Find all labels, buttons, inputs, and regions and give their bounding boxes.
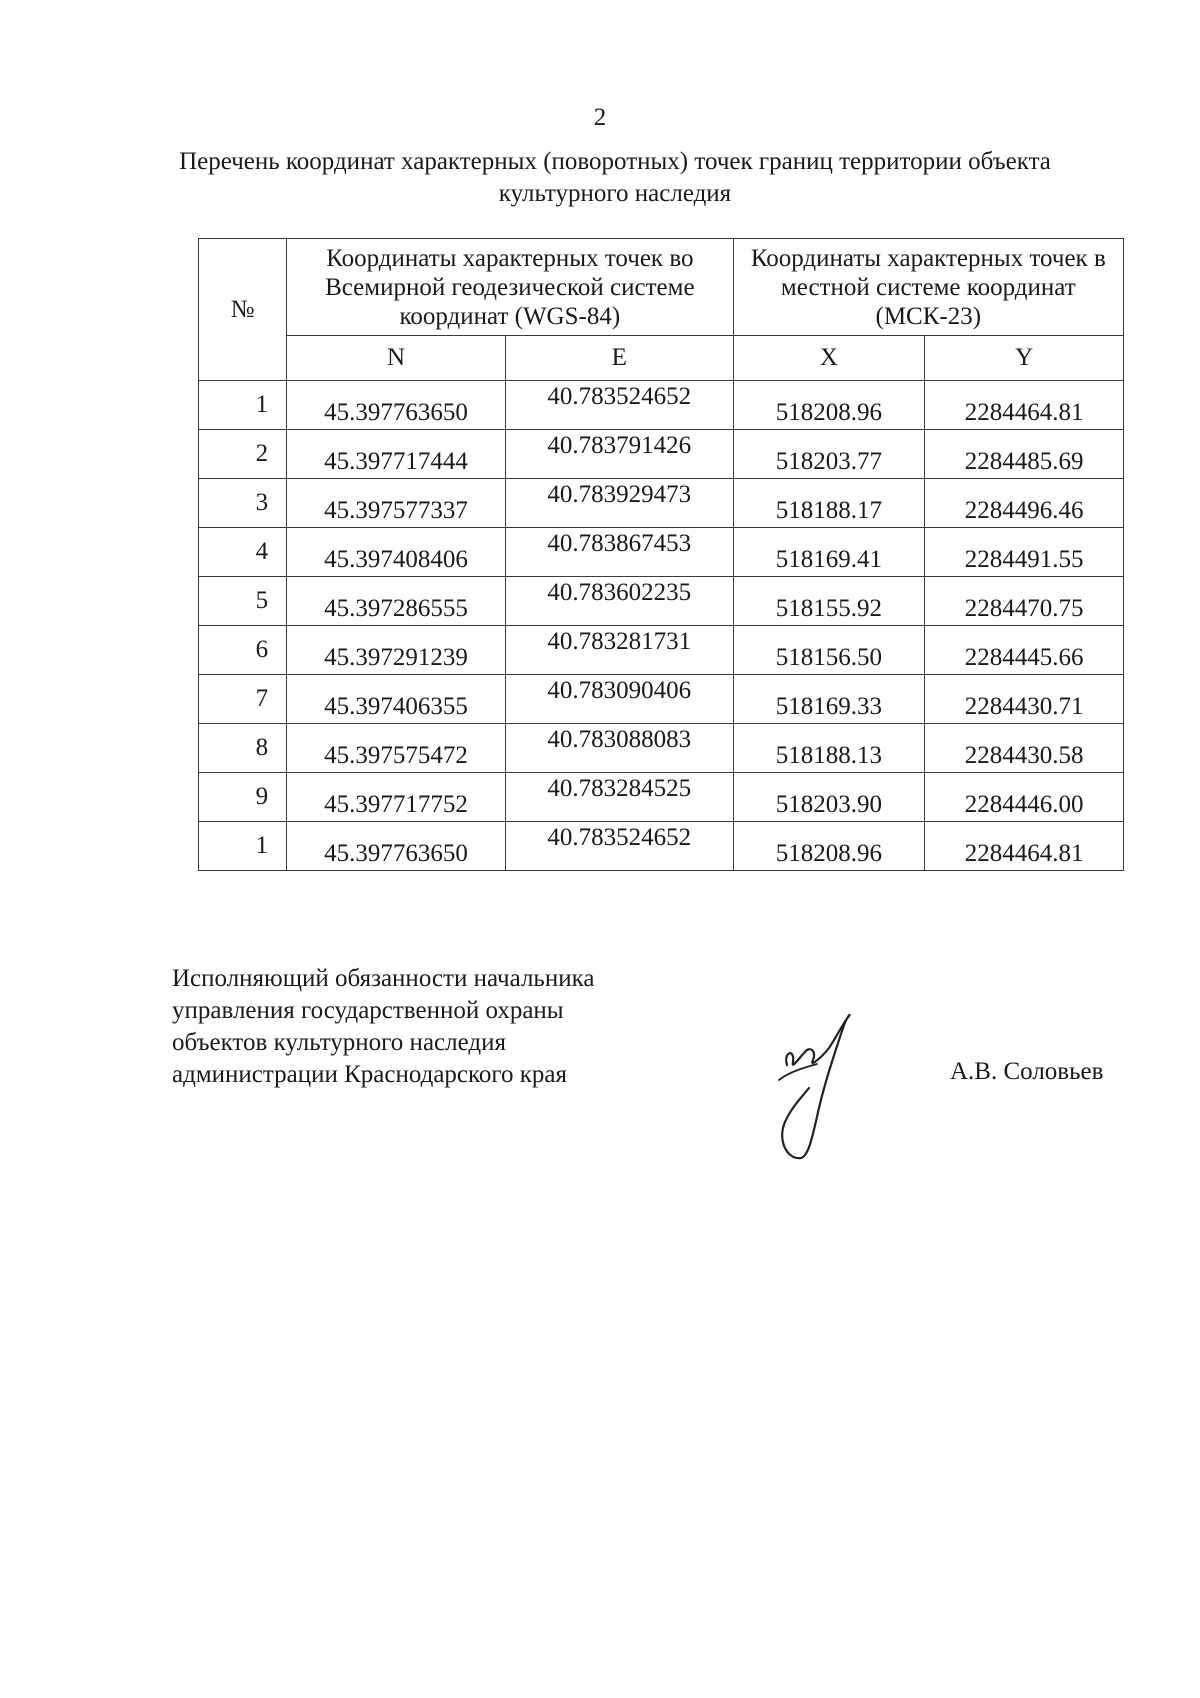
coord-n: 45.397406355: [287, 675, 506, 724]
coord-y: 2284430.58: [925, 724, 1124, 773]
table-row: [199, 577, 1124, 626]
table-row: [199, 381, 1124, 430]
signatory-position-line: администрации Краснодарского края: [172, 1061, 568, 1088]
coord-y: 2284491.55: [925, 528, 1124, 577]
coord-x: 518203.90: [733, 773, 925, 822]
coord-x: 518156.50: [733, 626, 925, 675]
coord-x: 518208.96: [733, 381, 925, 430]
table-row: [199, 479, 1124, 528]
header-number: №: [199, 239, 287, 381]
signatory-position: [172, 963, 672, 1091]
coord-y: 2284430.71: [925, 675, 1124, 724]
table-row: [199, 528, 1124, 577]
document-title: Перечень координат характерных (поворотных) точек границ территории объекта культурного наследия: [179, 148, 1051, 207]
page-number: 2: [593, 104, 607, 131]
coordinates-table: [198, 238, 1124, 871]
signer-name: А.В. Соловьев: [950, 1058, 1104, 1085]
coord-y: 2284464.81: [925, 381, 1124, 430]
handwritten-signature: [765, 1010, 865, 1170]
coord-y: 2284485.69: [925, 430, 1124, 479]
point-number: 5: [199, 577, 287, 626]
coord-e: 40.783791426: [505, 430, 733, 479]
signatory-position-line: объектов культурного наследия: [172, 1029, 506, 1056]
coord-y: 2284470.75: [925, 577, 1124, 626]
coord-n: 45.397763650: [287, 822, 506, 871]
coord-n: 45.397717752: [287, 773, 506, 822]
point-number: 4: [199, 528, 287, 577]
table-row: [199, 724, 1124, 773]
table-row: [199, 822, 1124, 871]
header-wgs84-group: Координаты характерных точек во Всемирной геодезической системе координат (WGS-84): [287, 239, 733, 336]
coord-n: 45.397763650: [287, 381, 506, 430]
coord-e: 40.783088083: [505, 724, 733, 773]
point-number: 2: [199, 430, 287, 479]
coord-e: 40.783929473: [505, 479, 733, 528]
coord-e: 40.783524652: [505, 381, 733, 430]
header-n: N: [287, 336, 506, 381]
coord-n: 45.397717444: [287, 430, 506, 479]
coord-n: 45.397291239: [287, 626, 506, 675]
coord-y: 2284445.66: [925, 626, 1124, 675]
header-e: E: [505, 336, 733, 381]
coord-n: 45.397575472: [287, 724, 506, 773]
coord-x: 518155.92: [733, 577, 925, 626]
coord-e: 40.783284525: [505, 773, 733, 822]
coord-x: 518169.41: [733, 528, 925, 577]
coord-e: 40.783281731: [505, 626, 733, 675]
table-row: [199, 675, 1124, 724]
coord-x: 518203.77: [733, 430, 925, 479]
coord-y: 2284446.00: [925, 773, 1124, 822]
point-number: 9: [199, 773, 287, 822]
coord-x: 518188.13: [733, 724, 925, 773]
point-number: 3: [199, 479, 287, 528]
point-number: 7: [199, 675, 287, 724]
coord-x: 518169.33: [733, 675, 925, 724]
coord-e: 40.783524652: [505, 822, 733, 871]
point-number: 8: [199, 724, 287, 773]
coord-x: 518208.96: [733, 822, 925, 871]
coordinates-table-body: [199, 381, 1124, 871]
coord-n: 45.397577337: [287, 479, 506, 528]
coord-y: 2284496.46: [925, 479, 1124, 528]
coord-n: 45.397408406: [287, 528, 506, 577]
coord-x: 518188.17: [733, 479, 925, 528]
table-row: [199, 773, 1124, 822]
coord-y: 2284464.81: [925, 822, 1124, 871]
coord-e: 40.783867453: [505, 528, 733, 577]
table-row: [199, 430, 1124, 479]
coord-e: 40.783602235: [505, 577, 733, 626]
signatory-position-line: управления государственной охраны: [172, 997, 564, 1024]
coord-n: 45.397286555: [287, 577, 506, 626]
signatory-position-line: Исполняющий обязанности начальника: [172, 965, 595, 992]
header-msk23-group: Координаты характерных точек в местной системе координат (МСК-23): [733, 239, 1123, 336]
header-y: Y: [925, 336, 1124, 381]
header-x: X: [733, 336, 925, 381]
coord-e: 40.783090406: [505, 675, 733, 724]
point-number: 1: [199, 822, 287, 871]
table-row: [199, 626, 1124, 675]
point-number: 6: [199, 626, 287, 675]
point-number: 1: [199, 381, 287, 430]
